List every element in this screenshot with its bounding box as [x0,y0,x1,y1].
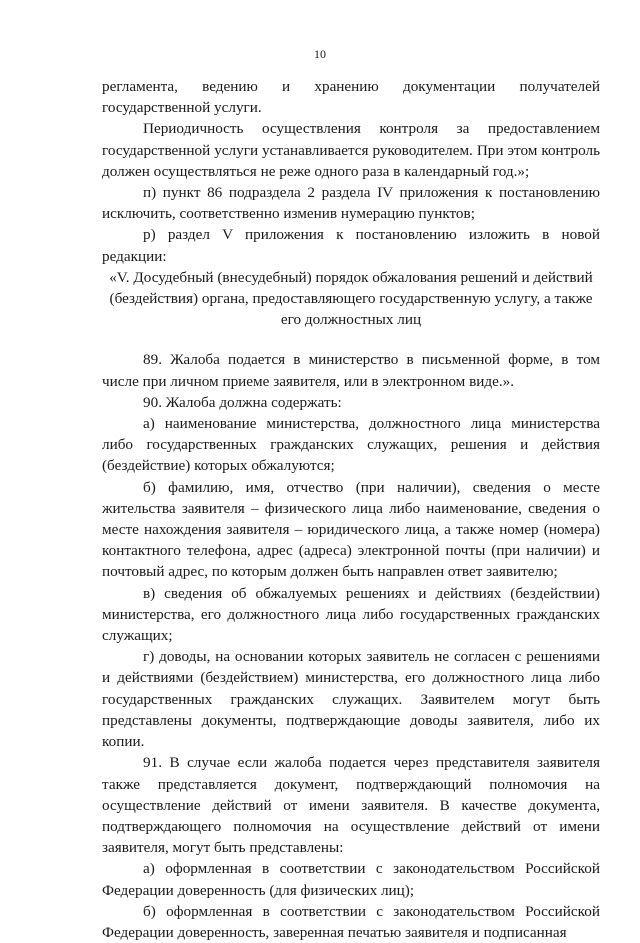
paragraph-90-b: б) фамилию, имя, отчество (при наличии), сведения о месте жительства заявителя – физического лица либо наименование, сведения о месте нахождения заявителя – юридического лица, а также номер (номера) контактного телефона, адрес (адреса) электронной почты (при наличии) и почтовый адрес, по которым должен быть направлен ответ заявителю; [102,478,600,581]
paragraph-91-b: б) оформленная в соответствии с законодательством Российской Федерации доверенность, заверенная печатью заявителя и подписанная [102,902,600,941]
paragraph-90-g: г) доводы, на основании которых заявитель не согласен с решениями и действиями (бездействием) министерства, его должностного лица либо государственных гражданских служащих. Заявителем могут быть представлены документы, подтверждающие доводы заявителя, либо их копии. [102,648,600,751]
paragraph-item-r: р) раздел V приложения к постановлению изложить в новой редакции: [102,226,600,265]
paragraph-90: 90. Жалоба должна содержать: [143,393,342,411]
paragraph-89: 89. Жалоба подается в министерство в письменной форме, в том числе при личном приеме заявителя, или в электронном виде.». [102,351,600,390]
paragraph-item-p: п) пункт 86 подраздела 2 раздела IV приложения к постановлению исключить, соответственно изменив нумерацию пунктов; [102,184,600,223]
paragraph-90-a: а) наименование министерства, должностного лица министерства либо государственных гражданских служащих, решения и действия (бездействие) которых обжалуются; [102,415,600,475]
document-body [102,76,600,943]
paragraph-continuation: регламента, ведению и хранению документации получателей государственной услуги. [102,78,600,117]
section-heading: «V. Досудебный (внесудебный) порядок обжалования решений и действий (бездействия) органа, предоставляющего государственную услугу, а также его должностных лиц [109,268,593,329]
paragraph-91: 91. В случае если жалоба подается через представителя заявителя также представляется документ, подтверждающий полномочия на осуществление действий от имени заявителя. В качестве документа, подтверждающего полномочия на осуществление действий от имени заявителя, могут быть представлены: [102,754,600,857]
paragraph-91-a: а) оформленная в соответствии с законодательством Российской Федерации доверенность (для физических лиц); [102,860,600,899]
paragraph-90-v: в) сведения об обжалуемых решениях и действиях (бездействии) министерства, его должностного лица либо государственных гражданских служащих; [102,584,600,645]
page-number: 10 [314,47,326,61]
paragraph-periodicity: Периодичность осуществления контроля за предоставлением государственной услуги устанавливается руководителем. При этом контроль должен осуществляться не реже одного раза в календарный год.»; [102,120,600,180]
